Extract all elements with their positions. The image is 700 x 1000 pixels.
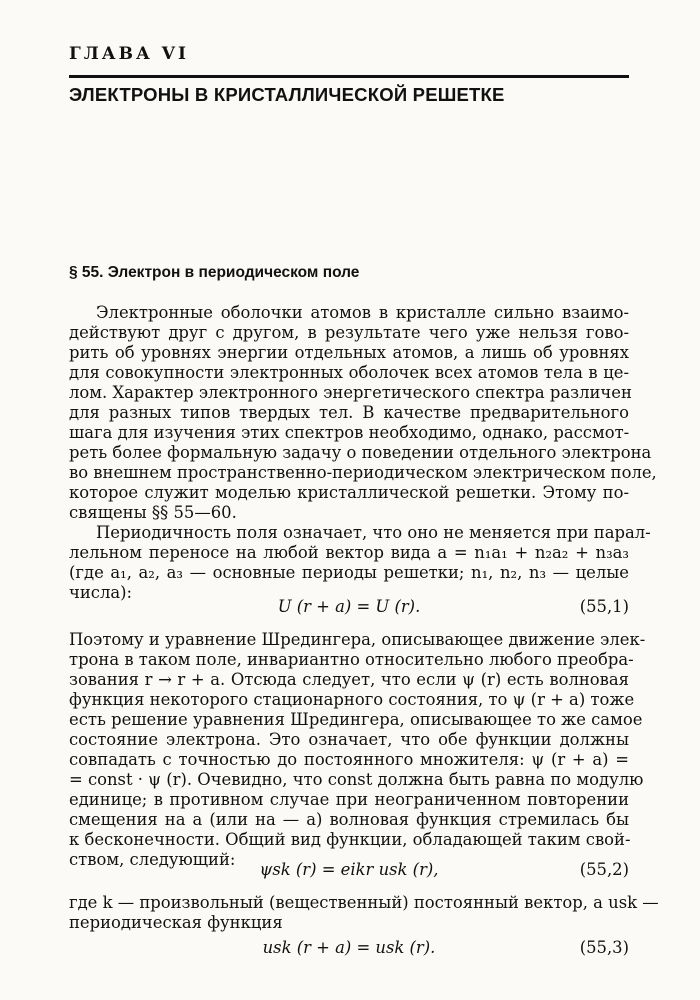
equation-number: (55,1) [579,597,629,616]
text-line: к бесконечности. Общий вид функции, обладающей таким свой- [69,830,631,849]
text-line: для совокупности электронных оболочек всех атомов тела в це- [69,363,629,382]
equation-55-3 [69,938,629,960]
text-line: рить об уровнях энергии отдельных атомов, а лишь об уровнях [69,343,629,362]
text-line: периодическая функция [69,913,283,932]
equation-55-2 [69,860,629,882]
text-line: числа): [69,583,133,602]
text-line: = const · ψ (r). Очевидно, что const должна быть равна по модулю [69,770,644,789]
equation-number: (55,3) [579,938,629,957]
text-line: единице; в противном случае при неограниченном повторении [69,790,629,809]
chapter-title: ЭЛЕКТРОНЫ В КРИСТАЛЛИЧЕСКОЙ РЕШЕТКЕ [69,84,505,105]
text-line: священы §§ 55—60. [69,503,237,522]
equation-55-1 [69,597,629,619]
text-line: смещения на a (или на — a) волновая функция стремилась бы [69,810,629,829]
text-line: шага для изучения этих спектров необходимо, однако, рассмот- [69,423,630,442]
equation-expression: ψsk (r) = eikr usk (r), [259,860,439,879]
text-line: зования r → r + a. Отсюда следует, что если ψ (r) есть волновая [69,670,629,689]
section-heading: § 55. Электрон в периодическом поле [69,264,360,281]
text-line: совпадать с точностью до постоянного множителя: ψ (r + a) = [69,750,629,769]
text-line: реть более формальную задачу о поведении отдельного электрона [69,443,652,462]
text-line: ством, следующий: [69,850,236,869]
text-line: Периодичность поля означает, что оно не меняется при парал- [96,523,651,542]
equation-expression: usk (r + a) = usk (r). [262,938,436,957]
chapter-rule [69,75,629,78]
text-line: (где a₁, a₂, a₃ — основные периоды решетки; n₁, n₂, n₃ — целые [69,563,629,582]
text-line: трона в таком поле, инвариантно относительно любого преобра- [69,650,634,669]
text-line: Поэтому и уравнение Шредингера, описывающее движение элек- [69,630,646,649]
text-line: лом. Характер электронного энергетического спектра различен [69,383,632,402]
text-line: Электронные оболочки атомов в кристалле сильно взаимо- [96,303,629,322]
text-line: есть решение уравнения Шредингера, описывающее то же самое [69,710,643,729]
text-line: во внешнем пространственно-периодическом электрическом поле, [69,463,657,482]
chapter-label: ГЛАВА VI [69,44,189,64]
text-line: для разных типов твердых тел. В качестве предварительного [69,403,629,422]
text-line: лельном переносе на любой вектор вида a = n₁a₁ + n₂a₂ + n₃a₃ [69,543,629,562]
text-line: действуют друг с другом, в результате чего уже нельзя гово- [69,323,629,342]
equation-number: (55,2) [579,860,629,879]
text-line: которое служит моделью кристаллической решетки. Этому по- [69,483,629,502]
equation-expression: U (r + a) = U (r). [277,597,421,616]
text-line: где k — произвольный (вещественный) постоянный вектор, а usk — [69,893,659,912]
text-line: состояние электрона. Это означает, что обе функции должны [69,730,629,749]
text-line: функция некоторого стационарного состояния, то ψ (r + a) тоже [69,690,635,709]
